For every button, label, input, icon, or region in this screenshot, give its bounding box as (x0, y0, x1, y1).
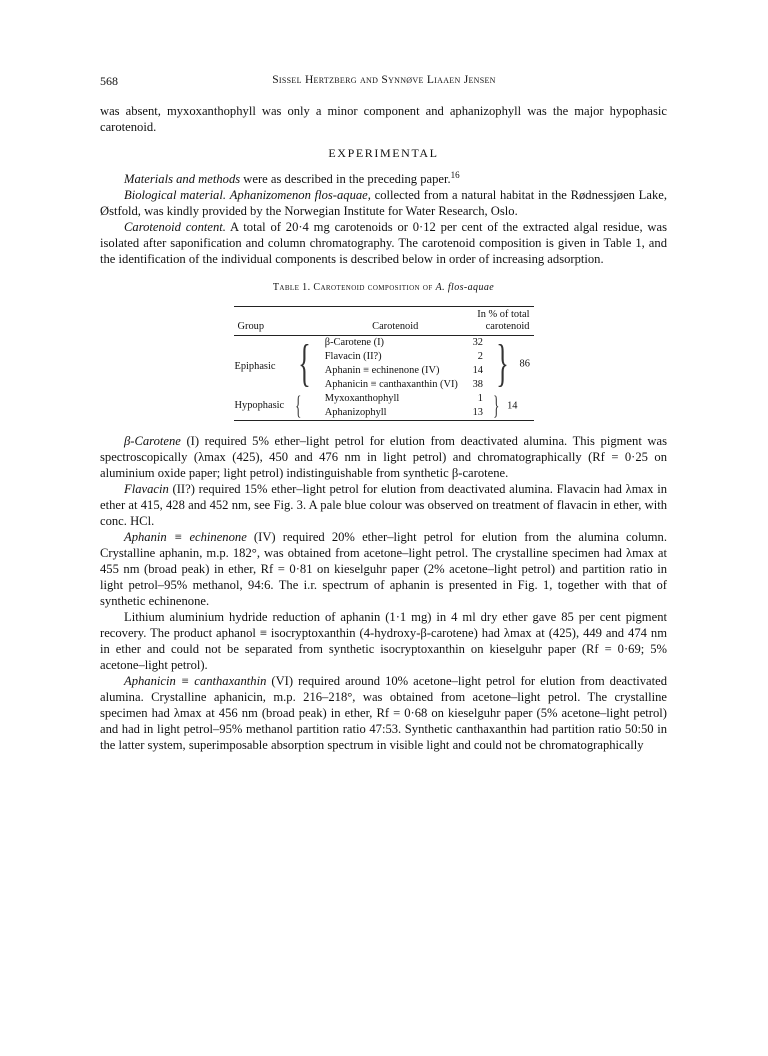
biological-text: , collected from a natural habitat in the Rødnessjøen Lake, Østfold, was kindly provided by the Norwegian Institute for Water Research, Oslo. (100, 188, 667, 219)
group-name: Epiphasic (234, 360, 276, 372)
carotenoid-name: β-Carotene (I) (324, 337, 385, 349)
carotenoid-content-paragraph (100, 219, 667, 267)
carotenoid-percent: 38 (472, 379, 483, 391)
paragraph-text: (VI) required around 10% acetone–light petrol for elution from deactivated alumina. Crystalline aphanicin, m.p. 216–218°, was obtained from acetone–light petrol. The crystalline specimen had λmax at 456 nm (broad peak) in ether, Rf = 0·68 on kieselguhr paper (5% acetone–light petrol) and had in light petrol–95% methanol partition ratio 47:53. Synthetic canthaxanthin had partition ratio 50:50 in the latter system, superimposable absorption spectrum in visible light and could not be chromatographically (100, 674, 667, 753)
biological-lead: Biological material. (124, 188, 227, 203)
carotenoid-table (234, 306, 534, 421)
col-carotenoid: Carotenoid (372, 321, 419, 333)
article-body (100, 103, 667, 753)
group-total: } 86 (496, 335, 530, 393)
carotenoid-name: Myxoxanthophyll (324, 393, 400, 405)
section-heading: EXPERIMENTAL (328, 146, 439, 160)
carotenoid-name: Flavacin (II?) (324, 351, 382, 363)
paragraph-lead: Aphanin ≡ echinenone (124, 530, 247, 545)
materials-text: were as described in the preceding paper. (240, 172, 451, 187)
carotenoid-percent: 32 (472, 337, 483, 349)
paragraph-lead: Aphanicin ≡ canthaxanthin (124, 674, 267, 689)
body-paragraph (100, 673, 667, 753)
carotenoid-name: Aphanin ≡ echinenone (IV) (324, 365, 440, 377)
table-title (100, 280, 667, 296)
table-title-prefix: Table 1. Carotenoid composition of (272, 282, 436, 294)
table-1 (100, 306, 667, 421)
group-total: } 14 (493, 391, 518, 421)
body-paragraph (100, 609, 667, 673)
carotenoid-name: Aphanicin ≡ canthaxanthin (VI) (324, 379, 458, 391)
carotenoid-percent: 13 (472, 407, 483, 419)
page-number: 568 (100, 74, 118, 88)
biological-paragraph (100, 187, 667, 219)
carotenoid-percent: 2 (477, 351, 483, 363)
content-text: A total of 20·4 mg carotenoids or 0·12 per cent of the extracted algal residue, was isolated after saponification and column chromatography. The carotenoid composition is given in Table 1, and the identification of the individual components is described below in order of increasing adsorption. (100, 220, 667, 267)
paragraph-text: (IV) required 20% ether–light petrol for elution from the alumina column. Crystalline aphanin, m.p. 182°, was obtained from acetone–light petrol. The crystalline specimen had λmax at 455 nm (broad peak) in ether, Rf = 0·81 on kieselguhr paper (2% acetone–light petrol) and partition ratio in light petrol–95% methanol, 94:6. The i.r. spectrum of aphanin is presented in Fig. 1, together with that of synthetic echinenone. (100, 530, 667, 609)
carotenoid-name: Aphanizophyll (324, 407, 387, 419)
col-group: Group (237, 321, 265, 333)
intro-paragraph: was absent, myxoxanthophyll was only a minor component and aphanizophyll was the major hypophasic carotenoid. (100, 104, 667, 134)
materials-lead: Materials and methods (124, 172, 241, 187)
body-paragraph (100, 481, 667, 529)
paragraph-text: (II?) required 15% ether–light petrol for elution from deactivated alumina. Flavacin had λmax in ether at 415, 428 and 452 nm, see Fig. 3. A pale blue colour was observed on treatment of flavacin in ether, with conc. HCl. (100, 482, 667, 529)
reference-superscript: 16 (450, 170, 460, 180)
left-brace: { (295, 391, 302, 421)
table-title-species: A. flos-aquae (435, 282, 495, 294)
table-row (234, 336, 534, 351)
running-title: Sissel Hertzberg and Synnøve Liaaen Jensen (272, 74, 496, 86)
body-paragraph (100, 529, 667, 609)
materials-paragraph (100, 167, 667, 187)
carotenoid-percent: 14 (472, 365, 483, 377)
col-percent: In % of total carotenoid (477, 309, 530, 333)
paragraph-text: (I) required 5% ether–light petrol for elution from deactivated alumina. This pigment was spectroscopically (λmax (425), 450 and 476 nm in light petrol) and chromatographically (Rf = 0·25 on aluminium oxide paper; light petrol) indistinguishable from synthetic β-carotene. (100, 434, 667, 481)
table-row (234, 392, 534, 406)
page-header (100, 74, 668, 90)
left-brace: { (298, 335, 311, 393)
biological-species: Aphanizomenon flos-aquae (229, 188, 368, 203)
content-lead: Carotenoid content. (124, 220, 226, 235)
carotenoid-percent: 1 (477, 393, 483, 405)
paragraph-lead: Flavacin (124, 482, 169, 497)
group-name: Hypophasic (234, 400, 285, 412)
body-paragraph (100, 433, 667, 481)
paragraphs (100, 433, 667, 753)
paragraph-lead: β-Carotene (124, 434, 181, 449)
paragraph-text: Lithium aluminium hydride reduction of aphanin (1·1 mg) in 4 ml dry ether gave 85 per cent pigment recovery. The product aphanol ≡ isocryptoxanthin (4-hydroxy-β-carotene) had λmax at (425), 449 and 474 nm in ether and could not be separated from synthetic isocryptoxanthin on kieselguhr paper (Rf = 0·69; 5% acetone–light petrol). (100, 610, 667, 673)
